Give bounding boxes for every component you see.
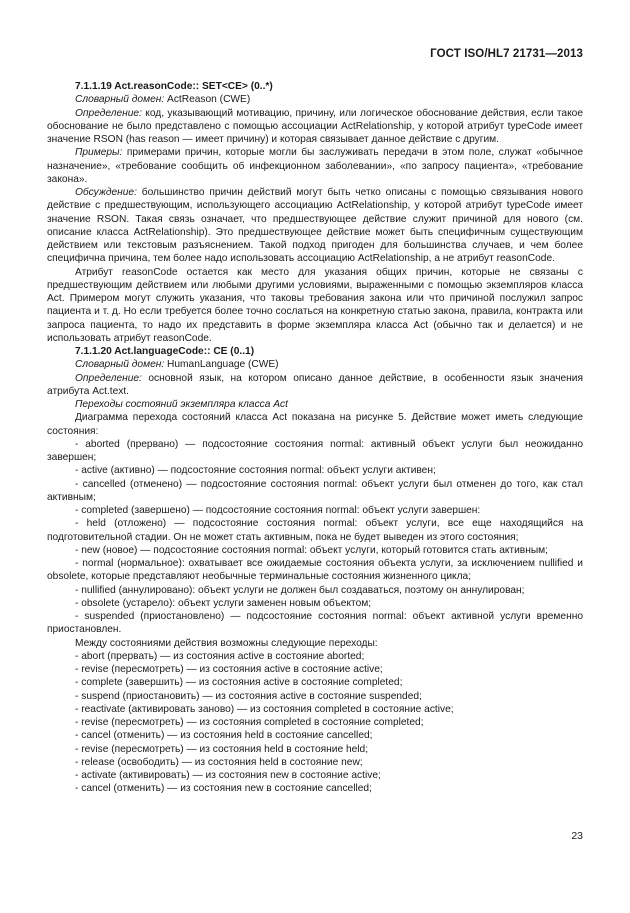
label-examples: Примеры:: [75, 147, 123, 159]
list-item-transition: - reactivate (активировать заново) — из состояния completed в состояние active;: [75, 703, 454, 715]
document-body: [47, 80, 583, 796]
list-item-state: - nullified (аннулировано): объект услуги не должен был создаваться, поэтому он аннулирован;: [75, 584, 525, 596]
paragraph-vocabulary-domain: [47, 93, 583, 106]
list-item-state: - held (отложено) — подсостояние состояния normal: объект услуги, все еще находящийся на подготовительной стадии. Он не может стать активным, пока не будет выведен из этого состояния;: [47, 518, 583, 543]
list-item-transition: - revise (пересмотреть) — из состояния active в состояние active;: [75, 664, 383, 675]
text-examples: примерами причин, которые могли бы заслуживать передачи в этом поле, служат «обычное назначение», «требование сообщить об инфекционном заболевании», «по запросу пациента», «требование закона».: [47, 147, 583, 185]
section-heading-reason-code: 7.1.1.19 Act.reasonCode:: SET<CE> (0..*): [75, 81, 273, 92]
text-definition: код, указывающий мотивацию, причину, или логическое обоснование действия, если такое обоснование не было представлено с помощью ассоциации ActRelationship, у которой атрибут typeCode имеет значение RSON (has reason — имеет причину) и которая связывает данное действие с другим.: [47, 107, 583, 145]
paragraph-discussion: [47, 186, 583, 266]
value-vocabulary-domain: ActReason (CWE): [164, 94, 251, 106]
label-discussion: Обсуждение:: [75, 187, 137, 198]
list-item-transition: - cancel (отменить) — из состояния held в состояние cancelled;: [75, 730, 373, 742]
label-vocabulary-domain: Словарный домен:: [75, 94, 165, 106]
list-item-state: - suspended (приостановлено) — подсостояние состояния normal: объект активной услуги временно приостановлен.: [47, 611, 583, 636]
list-item-state: - aborted (прервано) — подсостояние состояния normal: активный объект услуги был неожиданно завершен;: [47, 438, 583, 463]
list-item-transition: - revise (пересмотреть) — из состояния completed в состояние completed;: [75, 717, 424, 728]
paragraph-reason-code-attribute: Атрибут reasonCode остается как место для указания общих причин, которые не связаны с предшествующим действием или любыми другими условиями, выраженными с помощью экземпляров класса Act. Примером могут служить указания, что таковы требования закона или что причиной послужил запрос пациента и т. д. Но если требуется более точно сослаться на конкретную статью закона, правила, контракта или запроса пациента, то надо их представить в форме экземпляра класса Act (обычно так и делается) и не использовать атрибут reasonCode.: [47, 266, 583, 344]
list-item-state: - obsolete (устарело): объект услуги заменен новым объектом;: [75, 597, 372, 609]
list-item-state: - completed (завершено) — подсостояние состояния normal: объект услуги завершен:: [75, 505, 481, 516]
paragraph-transitions-intro: Между состояниями действия возможны следующие переходы:: [75, 637, 378, 649]
list-item-state: - cancelled (отменено) — подсостояние состояния normal: объект услуги был отменен до того, как стал активным;: [47, 478, 583, 503]
label-definition: Определение:: [75, 372, 142, 384]
label-vocabulary-domain: Словарный домен:: [75, 359, 165, 371]
list-item-state: - normal (нормальное): охватывает все ожидаемые состояния объекта услуги, за исключением nullified и obsolete, которые представляют необычные терминальные состояния жизненного цикла;: [47, 558, 583, 583]
paragraph-definition: [47, 107, 583, 147]
subheading-state-transitions: Переходы состояний экземпляра класса Act: [75, 399, 288, 410]
document-id-header: ГОСТ ISO/HL7 21731—2013: [430, 48, 583, 60]
text-discussion: большинство причин действий могут быть четко описаны с помощью связывания нового действие с предшествующим, использующего ассоциацию ActRelationship, у которой атрибут typeCode имеет значение RSON. Такая связь означает, что предшествующее действие служит причиной для нового (см. описание класса ActRelationship). Это предшествующее действие может быть специфичным существующим действием или текстовым разъяснением. Такой подход пригоден для большинства случаев, и чем более специфична причина, тем более надо использовать ассоциацию ActRelationship, а не атрибут reasonCode.: [47, 187, 583, 265]
text-definition: основной язык, на котором описано данное действие, в особенности язык значения атрибута Act.text.: [47, 372, 583, 397]
list-item-transition: - release (освободить) — из состояния held в состояние new;: [75, 756, 363, 768]
list-item-transition: - cancel (отменить) — из состояния new в состояние cancelled;: [75, 783, 372, 795]
paragraph-definition-2: [47, 372, 583, 399]
list-item-transition: - revise (пересмотреть) — из состояния held в состояние held;: [75, 743, 369, 755]
list-item-transition: - complete (завершить) — из состояния active в состояние completed;: [75, 677, 403, 689]
list-item-transition: - abort (прервать) — из состояния active в состояние aborted;: [75, 650, 365, 662]
label-definition: Определение:: [75, 107, 142, 119]
paragraph-states-intro: Диаграмма перехода состояний класса Act показана на рисунке 5. Действие может иметь следующие состояния:: [47, 412, 583, 437]
paragraph-vocabulary-domain-2: [47, 358, 583, 371]
value-vocabulary-domain: HumanLanguage (CWE): [164, 359, 279, 371]
list-item-transition: - suspend (приостановить) — из состояния active в состояние suspended;: [75, 690, 422, 702]
list-item-state: - active (активно) — подсостояние состояния normal: объект услуги активен;: [75, 465, 436, 477]
page-number: 23: [571, 830, 583, 842]
list-item-state: - new (новое) — подсостояние состояния normal: объект услуги, который готовится стать активным;: [75, 544, 548, 556]
list-item-transition: - activate (активировать) — из состояния new в состояние active;: [75, 770, 381, 781]
section-heading-language-code: 7.1.1.20 Act.languageCode:: CE (0..1): [75, 346, 255, 357]
paragraph-examples: [47, 146, 583, 186]
